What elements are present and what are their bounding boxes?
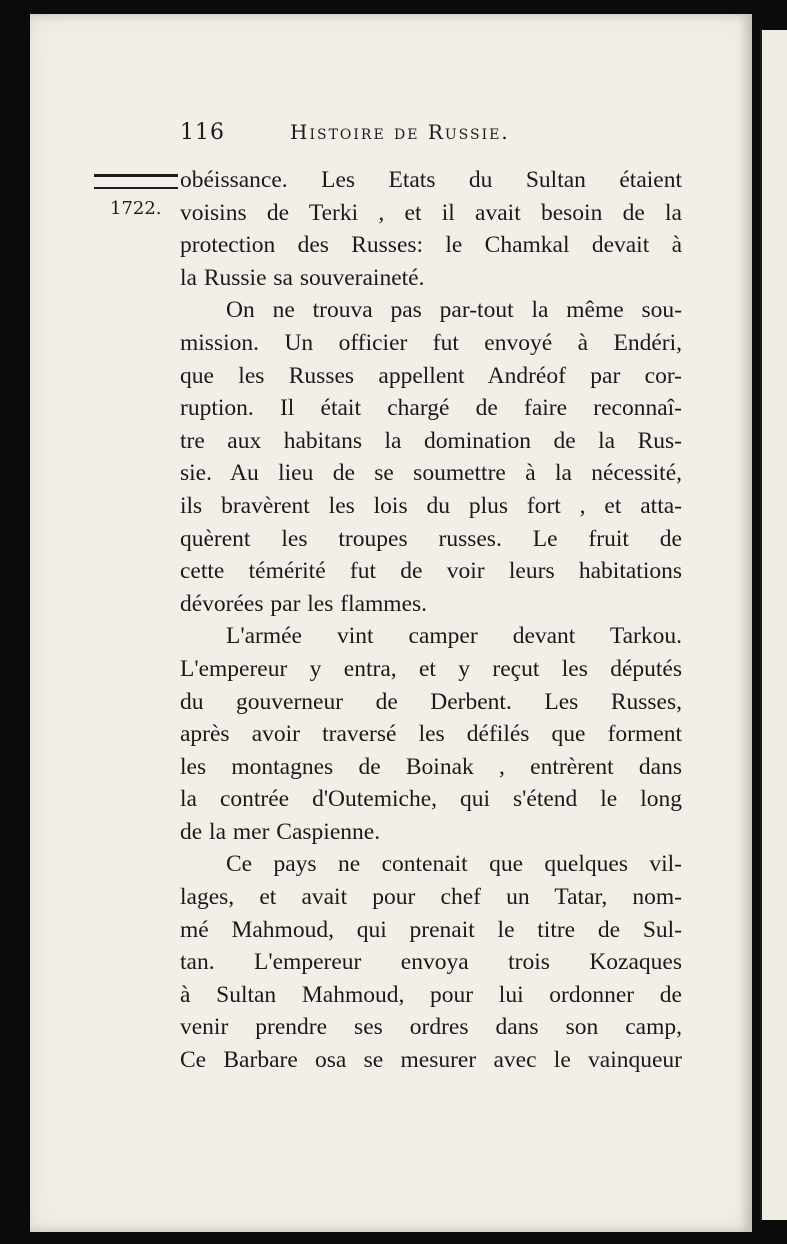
text-line: après avoir traversé les défilés que forment bbox=[180, 721, 682, 748]
page-number: 116 bbox=[180, 120, 225, 145]
text-line: mission. Un officier fut envoyé à Endéri, bbox=[180, 329, 682, 356]
text-line: de la mer Caspienne. bbox=[180, 818, 381, 845]
text-line: dévorées par les flammes. bbox=[180, 590, 428, 617]
next-page-edge bbox=[760, 30, 787, 1220]
text-line: cette témérité fut de voir leurs habitations bbox=[180, 558, 682, 585]
text-line: ruption. Il était chargé de faire reconnaî- bbox=[180, 395, 682, 422]
text-line: lages, et avait pour chef un Tatar, nom- bbox=[180, 884, 682, 911]
text-line: mé Mahmoud, qui prenait le titre de Sul- bbox=[180, 916, 682, 943]
text-line: tre aux habitans la domination de la Rus- bbox=[180, 427, 682, 454]
text-line: venir prendre ses ordres dans son camp, bbox=[180, 1014, 682, 1041]
text-line: sie. Au lieu de se soumettre à la nécessité, bbox=[180, 460, 682, 487]
page-header bbox=[150, 120, 690, 152]
text-line: On ne trouva pas par-tout la même sou- bbox=[226, 297, 682, 324]
text-line: obéissance. Les Etats du Sultan étaient bbox=[180, 167, 682, 193]
text-line: tan. L'empereur envoya trois Kozaques bbox=[180, 949, 682, 976]
text-line: la Russie sa souveraineté. bbox=[180, 264, 425, 291]
body-text bbox=[180, 164, 682, 1077]
book-page bbox=[30, 14, 752, 1232]
text-line: que les Russes appellent Andréof par cor- bbox=[180, 362, 682, 389]
margin-year-note: 1722. bbox=[110, 198, 162, 219]
text-line: voisins de Terki , et il avait besoin de la bbox=[180, 199, 682, 226]
running-head: Histoire de Russie. bbox=[290, 120, 510, 144]
text-line: du gouverneur de Derbent. Les Russes, bbox=[180, 688, 682, 715]
text-line: L'armée vint camper devant Tarkou. bbox=[226, 623, 682, 650]
margin-rule bbox=[94, 174, 178, 189]
text-line: ils bravèrent les lois du plus fort , et atta- bbox=[180, 492, 682, 519]
text-line: quèrent les troupes russes. Le fruit de bbox=[180, 525, 682, 552]
text-line: la contrée d'Outemiche, qui s'étend le long bbox=[180, 786, 682, 813]
text-line: protection des Russes: le Chamkal devait à bbox=[180, 232, 682, 259]
text-line: les montagnes de Boinak , entrèrent dans bbox=[180, 753, 682, 780]
text-line: à Sultan Mahmoud, pour lui ordonner de bbox=[180, 981, 682, 1008]
text-line: L'empereur y entra, et y reçut les députés bbox=[180, 655, 682, 682]
text-line: Ce Barbare osa se mesurer avec le vainqueur bbox=[180, 1047, 682, 1074]
text-line: Ce pays ne contenait que quelques vil- bbox=[226, 851, 682, 878]
